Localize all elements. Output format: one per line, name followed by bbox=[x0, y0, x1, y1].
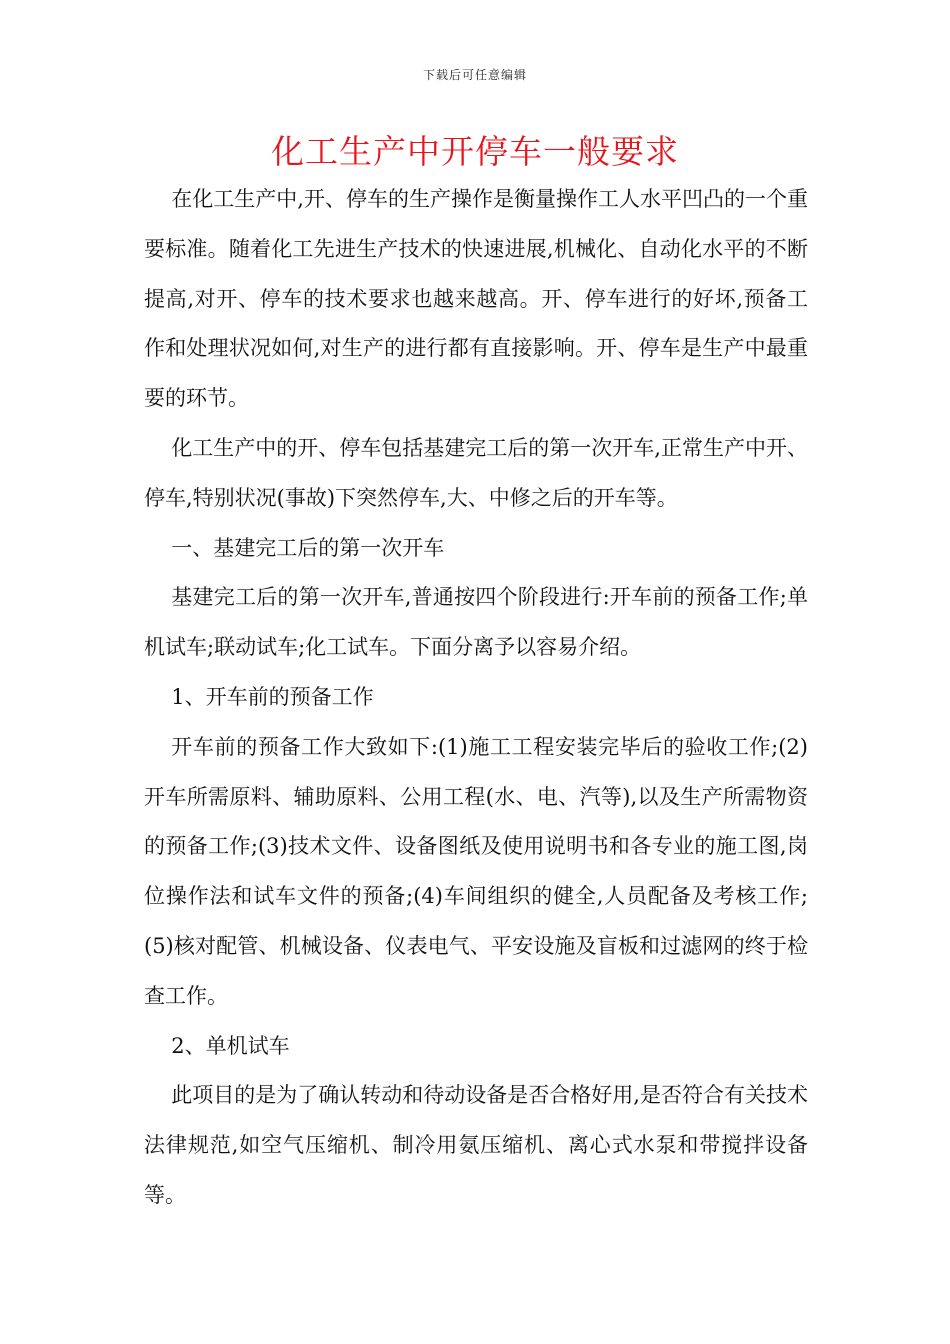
section-heading-first-startup: 一、基建完工后的第一次开车 bbox=[171, 535, 445, 560]
page-header: 下载后可任意编辑 bbox=[422, 68, 527, 82]
paragraph-intro: 在化工生产中,开、停车的生产操作是衡量操作工人水平凹凸的一个重要标准。随着化工先进生产技术的快速进展,机械化、自动化水平的不断提高,对开、停车的技术要求也越来越高。开、停车进行的好坏,预备工作和处理状况如何,对生产的进行都有直接影响。开、停车是生产中最重要的环节。 bbox=[144, 187, 808, 411]
document-title: 化工生产中开停车一般要求 bbox=[271, 132, 679, 171]
paragraph-preparation: 开车前的预备工作大致如下:(1)施工工程安装完毕后的验收工作;(2)开车所需原料、辅助原料、公用工程(水、电、汽等),以及生产所需物资的预备工作;(3)技术文件、设备图纸及使用说明书和各专业的施工图,岗位操作法和试车文件的预备;(4)车间组织的健全,人员配备及考核工作;(5)核对配管、机械设备、仪表电气、平安设施及盲板和过滤网的终于检查工作。 bbox=[144, 734, 808, 1008]
paragraph-scope: 化工生产中的开、停车包括基建完工后的第一次开车,正常生产中开、停车,特别状况(事故)下突然停车,大、中修之后的开车等。 bbox=[144, 435, 808, 510]
subsection-heading-single-test: 2、单机试车 bbox=[171, 1033, 290, 1058]
paragraph-four-stages: 基建完工后的第一次开车,普通按四个阶段进行:开车前的预备工作;单机试车;联动试车;化工试车。下面分离予以容易介绍。 bbox=[144, 585, 808, 660]
paragraph-single-test: 此项目的是为了确认转动和待动设备是否合格好用,是否符合有关技术法律规范,如空气压缩机、制冷用氨压缩机、离心式水泵和带搅拌设备等。 bbox=[144, 1083, 808, 1207]
document-body bbox=[144, 175, 808, 1221]
subsection-heading-preparation: 1、开车前的预备工作 bbox=[171, 684, 374, 709]
